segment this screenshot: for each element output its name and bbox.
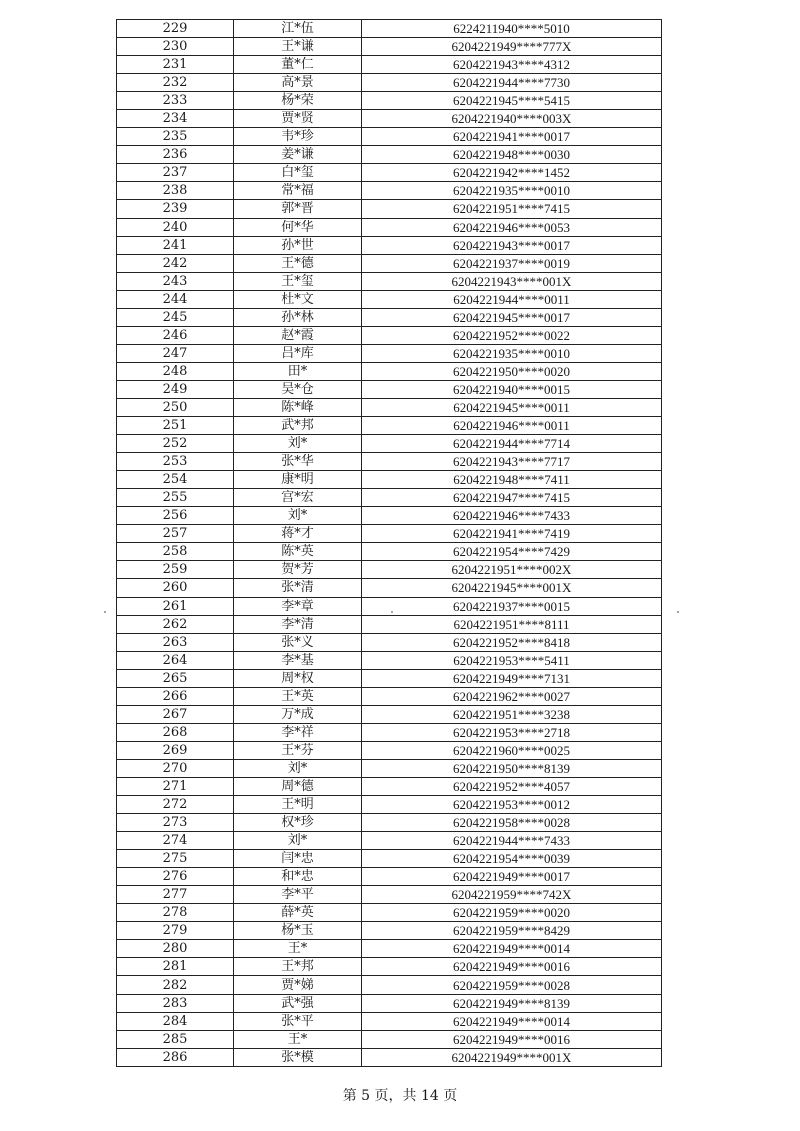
table-row (117, 759, 662, 777)
row-number-cell: 235 (117, 128, 234, 146)
name-cell: 孙*林 (234, 308, 362, 326)
table-row (117, 92, 662, 110)
name-cell: 李*章 (234, 597, 362, 615)
id-number-cell: 6204221943****0017 (362, 236, 662, 254)
name-cell: 刘* (234, 507, 362, 525)
table-row (117, 435, 662, 453)
id-number-cell: 6204221952****8418 (362, 633, 662, 651)
id-number-cell: 6204221954****7429 (362, 543, 662, 561)
name-cell: 江*伍 (234, 20, 362, 38)
id-number-cell: 6204221949****0017 (362, 868, 662, 886)
id-number-cell: 6204221949****0014 (362, 1012, 662, 1030)
id-number-cell: 6204221959****0020 (362, 904, 662, 922)
row-number-cell: 242 (117, 254, 234, 272)
table-row (117, 1012, 662, 1030)
id-number-cell: 6204221952****0022 (362, 326, 662, 344)
id-number-cell: 6204221951****002X (362, 561, 662, 579)
table-row (117, 904, 662, 922)
id-number-cell: 6204221941****0017 (362, 128, 662, 146)
table-row (117, 723, 662, 741)
row-number-cell: 269 (117, 741, 234, 759)
row-number-cell: 268 (117, 723, 234, 741)
id-number-cell: 6204221951****8111 (362, 615, 662, 633)
row-number-cell: 273 (117, 814, 234, 832)
table-row (117, 832, 662, 850)
name-cell: 康*明 (234, 471, 362, 489)
row-number-cell: 285 (117, 1030, 234, 1048)
table-row (117, 489, 662, 507)
row-number-cell: 277 (117, 886, 234, 904)
row-number-cell: 247 (117, 344, 234, 362)
row-number-cell: 262 (117, 615, 234, 633)
name-cell: 韦*珍 (234, 128, 362, 146)
row-number-cell: 271 (117, 777, 234, 795)
table-row (117, 146, 662, 164)
table-row (117, 669, 662, 687)
name-cell: 杨*玉 (234, 922, 362, 940)
table-row (117, 362, 662, 380)
row-number-cell: 283 (117, 994, 234, 1012)
row-number-cell: 252 (117, 435, 234, 453)
id-number-cell: 6204221943****001X (362, 272, 662, 290)
name-cell: 王*邦 (234, 958, 362, 976)
row-number-cell: 241 (117, 236, 234, 254)
id-number-cell: 6204221952****4057 (362, 777, 662, 795)
name-cell: 贾*贤 (234, 110, 362, 128)
table-row (117, 380, 662, 398)
scan-speck (104, 611, 106, 613)
id-number-cell: 6204221935****0010 (362, 344, 662, 362)
row-number-cell: 270 (117, 759, 234, 777)
table-row (117, 940, 662, 958)
table-row (117, 56, 662, 74)
name-cell: 刘* (234, 759, 362, 777)
table-row (117, 886, 662, 904)
row-number-cell: 246 (117, 326, 234, 344)
id-number-cell: 6204221945****0011 (362, 398, 662, 416)
row-number-cell: 256 (117, 507, 234, 525)
row-number-cell: 267 (117, 705, 234, 723)
row-number-cell: 232 (117, 74, 234, 92)
id-number-cell: 6204221946****0011 (362, 417, 662, 435)
name-cell: 李*平 (234, 886, 362, 904)
name-cell: 白*玺 (234, 164, 362, 182)
row-number-cell: 265 (117, 669, 234, 687)
name-cell: 杜*文 (234, 290, 362, 308)
id-number-cell: 6204221941****7419 (362, 525, 662, 543)
name-cell: 孙*世 (234, 236, 362, 254)
name-cell: 郭*晋 (234, 200, 362, 218)
table-body (117, 20, 662, 1067)
name-cell: 武*邦 (234, 417, 362, 435)
row-number-cell: 261 (117, 597, 234, 615)
row-number-cell: 281 (117, 958, 234, 976)
row-number-cell: 266 (117, 687, 234, 705)
table-row (117, 20, 662, 38)
id-number-cell: 6204221947****7415 (362, 489, 662, 507)
id-number-cell: 6204221946****0053 (362, 218, 662, 236)
name-cell: 刘* (234, 832, 362, 850)
name-cell: 陈*峰 (234, 398, 362, 416)
name-cell: 武*强 (234, 994, 362, 1012)
id-number-cell: 6204221949****0014 (362, 940, 662, 958)
name-cell: 张*平 (234, 1012, 362, 1030)
name-cell: 陈*英 (234, 543, 362, 561)
row-number-cell: 263 (117, 633, 234, 651)
name-cell: 宫*宏 (234, 489, 362, 507)
table-row (117, 344, 662, 362)
name-cell: 和*忠 (234, 868, 362, 886)
table-row (117, 597, 662, 615)
name-cell: 赵*霞 (234, 326, 362, 344)
id-number-cell: 6204221949****0016 (362, 1030, 662, 1048)
id-number-cell: 6204221949****0016 (362, 958, 662, 976)
name-cell: 王* (234, 1030, 362, 1048)
table-row (117, 777, 662, 795)
name-cell: 高*景 (234, 74, 362, 92)
row-number-cell: 257 (117, 525, 234, 543)
table-row (117, 579, 662, 597)
name-cell: 万*成 (234, 705, 362, 723)
row-number-cell: 230 (117, 38, 234, 56)
table-row (117, 561, 662, 579)
id-number-cell: 6204221949****8139 (362, 994, 662, 1012)
id-number-cell: 6204221935****0010 (362, 182, 662, 200)
name-cell: 闫*忠 (234, 850, 362, 868)
row-number-cell: 282 (117, 976, 234, 994)
table-row (117, 741, 662, 759)
row-number-cell: 245 (117, 308, 234, 326)
row-number-cell: 231 (117, 56, 234, 74)
id-number-cell: 6204221940****0015 (362, 380, 662, 398)
table-row (117, 308, 662, 326)
id-number-cell: 6204221945****5415 (362, 92, 662, 110)
name-cell: 王*玺 (234, 272, 362, 290)
name-cell: 张*华 (234, 453, 362, 471)
id-number-cell: 6204221951****7415 (362, 200, 662, 218)
id-number-cell: 6204221945****0017 (362, 308, 662, 326)
id-number-cell: 6204221951****3238 (362, 705, 662, 723)
row-number-cell: 236 (117, 146, 234, 164)
table-row (117, 218, 662, 236)
id-number-cell: 6204221949****001X (362, 1048, 662, 1066)
id-number-cell: 6204221953****2718 (362, 723, 662, 741)
id-number-cell: 6204221950****8139 (362, 759, 662, 777)
table-row (117, 326, 662, 344)
id-number-cell: 6204221953****0012 (362, 796, 662, 814)
table-row (117, 74, 662, 92)
row-number-cell: 248 (117, 362, 234, 380)
row-number-cell: 238 (117, 182, 234, 200)
id-number-cell: 6204221937****0019 (362, 254, 662, 272)
table-row (117, 417, 662, 435)
table-row (117, 976, 662, 994)
name-cell: 吕*库 (234, 344, 362, 362)
table-row (117, 850, 662, 868)
row-number-cell: 274 (117, 832, 234, 850)
table-row (117, 236, 662, 254)
id-number-cell: 6204221942****1452 (362, 164, 662, 182)
row-number-cell: 284 (117, 1012, 234, 1030)
id-number-cell: 6204221949****777X (362, 38, 662, 56)
name-cell: 张*义 (234, 633, 362, 651)
table-row (117, 164, 662, 182)
id-number-cell: 6204221945****001X (362, 579, 662, 597)
id-number-cell: 6204221944****0011 (362, 290, 662, 308)
page-number-footer: 第 5 页，共 14 页 (342, 1088, 458, 1104)
table-row (117, 615, 662, 633)
table-row (117, 994, 662, 1012)
name-cell: 姜*谦 (234, 146, 362, 164)
table-row (117, 272, 662, 290)
id-number-cell: 6224211940****5010 (362, 20, 662, 38)
table-row (117, 128, 662, 146)
table-row (117, 814, 662, 832)
table-row (117, 525, 662, 543)
row-number-cell: 254 (117, 471, 234, 489)
row-number-cell: 233 (117, 92, 234, 110)
name-cell: 王*芬 (234, 741, 362, 759)
table-row (117, 543, 662, 561)
row-number-cell: 255 (117, 489, 234, 507)
id-number-cell: 6204221944****7714 (362, 435, 662, 453)
table-row (117, 1048, 662, 1066)
id-number-cell: 6204221948****0030 (362, 146, 662, 164)
name-cell: 周*德 (234, 777, 362, 795)
id-number-cell: 6204221943****7717 (362, 453, 662, 471)
table-row (117, 471, 662, 489)
table-row (117, 705, 662, 723)
table-row (117, 1030, 662, 1048)
name-cell: 田* (234, 362, 362, 380)
scan-speck (677, 611, 679, 613)
id-number-cell: 6204221944****7730 (362, 74, 662, 92)
table-row (117, 290, 662, 308)
row-number-cell: 240 (117, 218, 234, 236)
table-row (117, 958, 662, 976)
row-number-cell: 279 (117, 922, 234, 940)
table-row (117, 633, 662, 651)
row-number-cell: 272 (117, 796, 234, 814)
row-number-cell: 258 (117, 543, 234, 561)
id-number-cell: 6204221950****0020 (362, 362, 662, 380)
row-number-cell: 244 (117, 290, 234, 308)
name-cell: 何*华 (234, 218, 362, 236)
name-cell: 权*珍 (234, 814, 362, 832)
row-number-cell: 253 (117, 453, 234, 471)
table-row (117, 182, 662, 200)
table-row (117, 796, 662, 814)
table-row (117, 651, 662, 669)
row-number-cell: 259 (117, 561, 234, 579)
name-cell: 李*基 (234, 651, 362, 669)
name-cell: 王*英 (234, 687, 362, 705)
id-number-cell: 6204221958****0028 (362, 814, 662, 832)
name-cell: 贾*娣 (234, 976, 362, 994)
id-number-cell: 6204221962****0027 (362, 687, 662, 705)
table-row (117, 687, 662, 705)
table-row (117, 38, 662, 56)
table-row (117, 868, 662, 886)
id-number-cell: 6204221944****7433 (362, 832, 662, 850)
row-number-cell: 280 (117, 940, 234, 958)
table-row (117, 110, 662, 128)
name-cell: 常*福 (234, 182, 362, 200)
name-cell: 李*祥 (234, 723, 362, 741)
id-number-cell: 6204221937****0015 (362, 597, 662, 615)
id-number-cell: 6204221940****003X (362, 110, 662, 128)
row-number-cell: 264 (117, 651, 234, 669)
table-row (117, 200, 662, 218)
row-number-cell: 278 (117, 904, 234, 922)
name-cell: 王*德 (234, 254, 362, 272)
row-number-cell: 249 (117, 380, 234, 398)
name-cell: 李*清 (234, 615, 362, 633)
id-number-cell: 6204221948****7411 (362, 471, 662, 489)
row-number-cell: 251 (117, 417, 234, 435)
row-number-cell: 239 (117, 200, 234, 218)
id-number-cell: 6204221960****0025 (362, 741, 662, 759)
name-cell: 王* (234, 940, 362, 958)
table-row (117, 254, 662, 272)
name-cell: 蒋*才 (234, 525, 362, 543)
table-row (117, 507, 662, 525)
id-number-cell: 6204221953****5411 (362, 651, 662, 669)
id-number-cell: 6204221959****742X (362, 886, 662, 904)
table-row (117, 922, 662, 940)
name-cell: 周*权 (234, 669, 362, 687)
id-number-cell: 6204221949****7131 (362, 669, 662, 687)
name-cell: 贺*芳 (234, 561, 362, 579)
name-cell: 张*模 (234, 1048, 362, 1066)
id-list-table (116, 19, 662, 1067)
name-cell: 薛*英 (234, 904, 362, 922)
id-number-cell: 6204221954****0039 (362, 850, 662, 868)
name-cell: 杨*荣 (234, 92, 362, 110)
row-number-cell: 260 (117, 579, 234, 597)
name-cell: 张*清 (234, 579, 362, 597)
name-cell: 董*仁 (234, 56, 362, 74)
row-number-cell: 250 (117, 398, 234, 416)
table-row (117, 398, 662, 416)
scan-speck (391, 611, 393, 613)
row-number-cell: 276 (117, 868, 234, 886)
name-cell: 刘* (234, 435, 362, 453)
row-number-cell: 286 (117, 1048, 234, 1066)
row-number-cell: 243 (117, 272, 234, 290)
row-number-cell: 275 (117, 850, 234, 868)
id-number-cell: 6204221946****7433 (362, 507, 662, 525)
row-number-cell: 234 (117, 110, 234, 128)
name-cell: 王*谦 (234, 38, 362, 56)
id-number-cell: 6204221943****4312 (362, 56, 662, 74)
id-number-cell: 6204221959****8429 (362, 922, 662, 940)
row-number-cell: 229 (117, 20, 234, 38)
name-cell: 王*明 (234, 796, 362, 814)
row-number-cell: 237 (117, 164, 234, 182)
name-cell: 吴*仓 (234, 380, 362, 398)
id-number-cell: 6204221959****0028 (362, 976, 662, 994)
table-row (117, 453, 662, 471)
